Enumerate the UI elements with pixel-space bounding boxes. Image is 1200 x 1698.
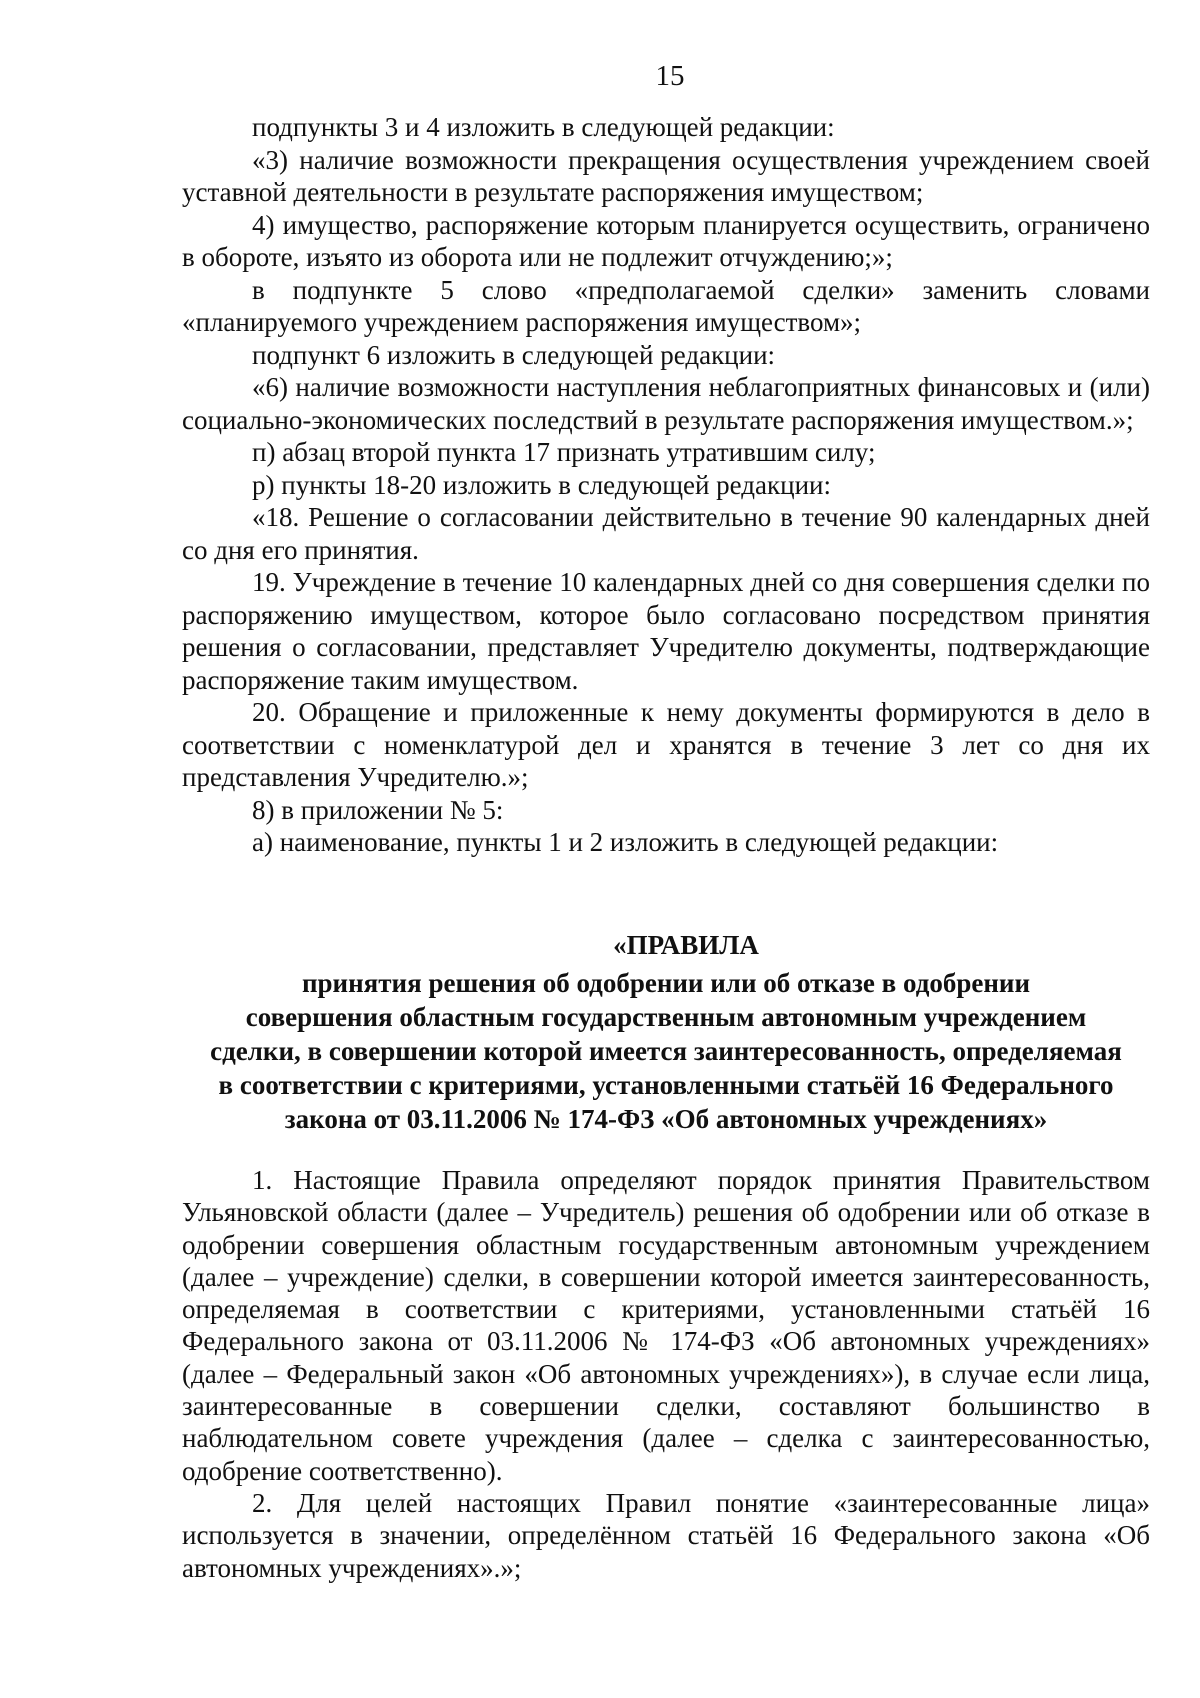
paragraph: 20. Обращение и приложенные к нему документы формируются в дело в соответствии с номенклатурой дел и хранятся в течение 3 лет со дня их представления Учредителю.»; <box>182 697 1150 792</box>
paragraph: 19. Учреждение в течение 10 календарных дней со дня совершения сделки по распоряжению имуществом, которое было согласовано посредством принятия решения о согласовании, представляет Учредителю документы, подтверждающие распоряжение таким имуществом. <box>182 567 1150 695</box>
paragraph: 8) в приложении № 5: <box>252 794 504 825</box>
paragraph: «6) наличие возможности наступления неблагоприятных финансовых и (или) социально-экономических последствий в результате распоряжения имуществом.»; <box>182 372 1150 435</box>
paragraph: а) наименование, пункты 1 и 2 изложить в следующей редакции: <box>252 827 999 857</box>
amendment-text <box>182 111 1150 859</box>
rule-paragraph: 2. Для целей настоящих Правил понятие «заинтересованные лица» используется в значении, определённом статьёй 16 Федерального закона «Об автономных учреждениях».»; <box>182 1487 1150 1583</box>
paragraph: «18. Решение о согласовании действительно в течение 90 календарных дней со дня его принятия. <box>182 502 1150 565</box>
paragraph: 4) имущество, распоряжение которым планируется осуществить, ограничено в обороте, изъято из оборота или не подлежит отчуждению;»; <box>182 209 1150 272</box>
rules-title-line: принятия решения об одобрении или об отказе в одобрении <box>301 968 1031 998</box>
rules-title <box>182 928 1150 1136</box>
paragraph: п) абзац второй пункта 17 признать утратившим силу; <box>252 437 876 467</box>
rule-paragraph: 1. Настоящие Правила определяют порядок принятия Правительством Ульяновской области (далее – Учредитель) решения об одобрении или об отказе в одобрении совершения областным государственным автономным учреждением (далее – учреждение) сделки, в совершении которой имеется заинтересованность, определяемая в соответствии с критериями, установленными статьёй 16 Федерального закона от 03.11.2006 № 174-ФЗ «Об автономных учреждениях» (далее – Федеральный закон «Об автономных учреждениях»), в случае если лица, заинтересованные в совершении сделки, составляют большинство в наблюдательном совете учреждения (далее – сделка с заинтересованностью, одобрение соответственно). <box>182 1165 1150 1486</box>
rules-title-line: сделки, в совершении которой имеется заинтересованность, определяемая <box>210 1036 1122 1066</box>
paragraph: «3) наличие возможности прекращения осуществления учреждением своей уставной деятельности в результате распоряжения имуществом; <box>182 144 1150 207</box>
page-number: 15 <box>655 60 685 92</box>
rules-text <box>182 1164 1150 1584</box>
paragraph: в подпункте 5 слово «предполагаемой сделки» заменить словами «планируемого учреждением распоряжения имуществом»; <box>182 274 1150 337</box>
rules-title-line: совершения областным государственным автономным учреждением <box>245 1002 1087 1032</box>
rules-title-line: закона от 03.11.2006 № 174-ФЗ «Об автономных учреждениях» <box>284 1104 1048 1134</box>
rules-title-main: «ПРАВИЛА <box>613 930 759 960</box>
paragraph: р) пункты 18-20 изложить в следующей редакции: <box>252 469 831 500</box>
rules-title-line: в соответствии с критериями, установленными статьёй 16 Федерального <box>218 1070 1114 1100</box>
paragraph: подпункты 3 и 4 изложить в следующей редакции: <box>252 112 835 142</box>
paragraph: подпункт 6 изложить в следующей редакции: <box>252 339 776 370</box>
